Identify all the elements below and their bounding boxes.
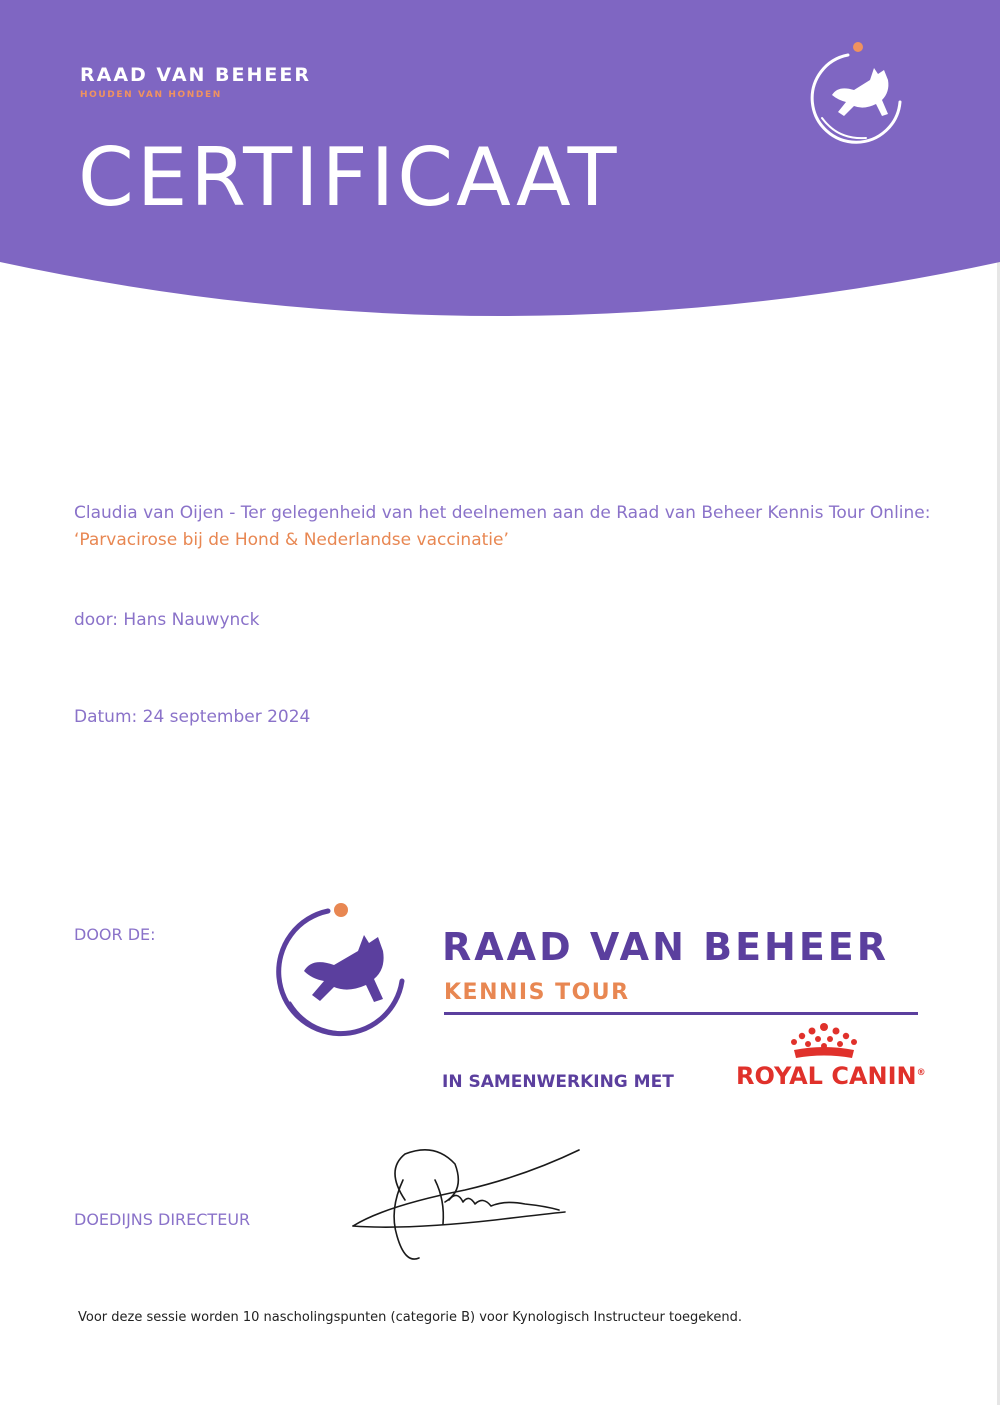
partner-name: ROYAL CANIN	[736, 1062, 917, 1090]
collaboration-label: IN SAMENWERKING MET	[442, 1072, 674, 1092]
signatory-title: DOEDIJNS DIRECTEUR	[74, 1210, 251, 1229]
brand-name: RAAD VAN BEHEER	[80, 64, 312, 86]
registered-mark: ®	[916, 1068, 926, 1078]
issued-by-label: DOOR DE:	[74, 925, 156, 944]
presenter-line: door: Hans Nauwynck	[74, 610, 260, 630]
dog-jumping-logo-icon	[270, 895, 418, 1047]
kennis-divider	[444, 1012, 918, 1015]
certificate-title: CERTIFICAAT	[78, 131, 620, 224]
intro-text: Claudia van Oijen - Ter gelegenheid van het deelnemen aan de Raad van Beheer Kennis Tour Online:	[74, 503, 931, 523]
brand-tagline: HOUDEN VAN HONDEN	[80, 90, 222, 100]
course-title: ‘Parvacirose bij de Hond & Nederlandse vaccinatie’	[74, 530, 509, 550]
intro-paragraph	[74, 500, 954, 554]
date-line: Datum: 24 september 2024	[74, 707, 311, 727]
dog-jumping-logo-icon	[808, 40, 914, 146]
kennis-tour-subtitle: KENNIS TOUR	[444, 980, 630, 1005]
footnote: Voor deze sessie worden 10 nascholingspunten (categorie B) voor Kynologisch Instructeur toegekend.	[78, 1310, 742, 1325]
signature-icon	[345, 1140, 585, 1270]
royal-canin-logo	[736, 1064, 926, 1088]
crown-icon	[786, 1022, 862, 1062]
kennis-tour-brand: RAAD VAN BEHEER	[442, 925, 890, 969]
